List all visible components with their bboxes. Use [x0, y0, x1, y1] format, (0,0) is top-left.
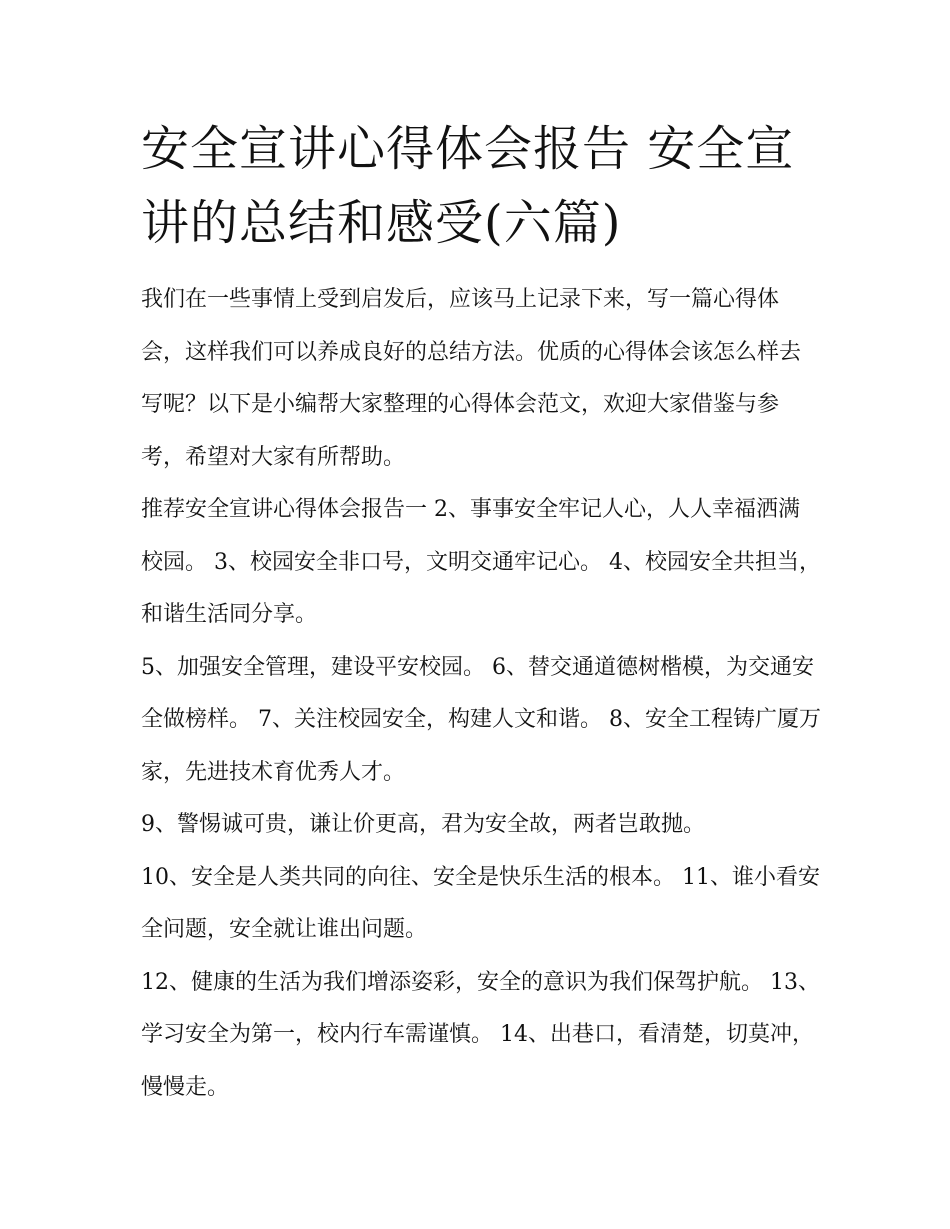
document-title: 安全宣讲心得体会报告 安全宣讲的总结和感受(六篇): [141, 121, 795, 251]
document-page: [141, 112, 821, 1114]
body-paragraph: 12、健康的生活为我们增添姿彩，安全的意识为我们保驾护航。 13、学习安全为第一，校内行车需谨慎。 14、出巷口，看清楚，切莫冲，慢慢走。: [141, 969, 820, 1100]
body-paragraph: 9、警惕诚可贵，谦让价更高，君为安全故，两者岂敢抛。: [141, 812, 705, 837]
intro-paragraph: 我们在一些事情上受到启发后，应该马上记录下来，写一篇心得体会，这样我们可以养成良好的总结方法。优质的心得体会该怎么样去写呢？以下是小编帮大家整理的心得体会范文，欢迎大家借鉴与参考，希望对大家有所帮助。: [141, 287, 802, 470]
body-paragraph: 推荐安全宣讲心得体会报告一 2、事事安全牢记人心，人人幸福洒满校园。 3、校园安全非口号，文明交通牢记心。 4、校园安全共担当，和谐生活同分享。: [141, 497, 821, 627]
body-paragraph: 5、加强安全管理，建设平安校园。 6、替交通道德树楷模，为交通安全做榜样。 7、关注校园安全，构建人文和谐。 8、安全工程铸广厦万家，先进技术育优秀人才。: [141, 654, 821, 785]
body-paragraph: 10、安全是人类共同的向往、安全是快乐生活的根本。 11、谁小看安全问题，安全就让谁出问题。: [141, 864, 820, 942]
